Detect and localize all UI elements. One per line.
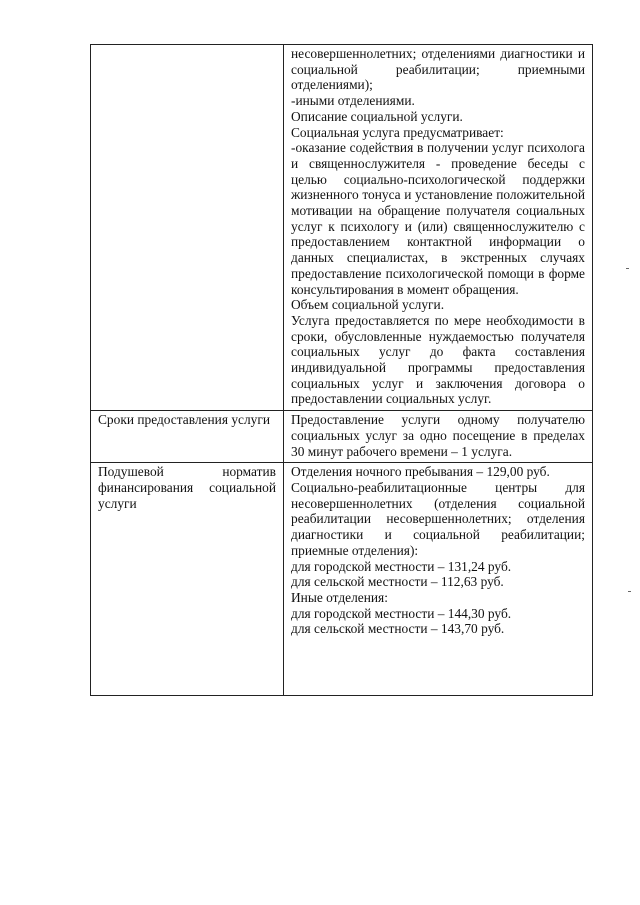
scan-speck — [628, 591, 631, 592]
paragraph: Описание социальной услуги. — [291, 108, 463, 124]
content-cell — [284, 411, 593, 463]
paragraph: Социально-реабилитационные центры для несовершеннолетних (отделения социальной реабилитации несовершеннолетних; отделения диагностики и социальной реабилитации; приемные отделения): — [291, 479, 585, 558]
paragraph: для сельской местности – 143,70 руб. — [291, 621, 505, 637]
paragraph: -иными отделениями. — [291, 93, 415, 109]
paragraph: Отделения ночного пребывания – 129,00 руб. — [291, 464, 550, 480]
paragraph: Социальная услуга предусматривает: — [291, 124, 504, 140]
label-cell — [91, 45, 284, 411]
label-cell — [91, 463, 284, 696]
paragraph: для городской местности – 131,24 руб. — [291, 558, 512, 574]
paragraph: для городской местности – 144,30 руб. — [291, 605, 512, 621]
paragraph: Иные отделения: — [291, 589, 388, 605]
cell-text — [291, 464, 585, 637]
paragraph: Предоставление услуги одному получателю социальных услуг за одно посещение в пределах 30 минут рабочего времени – 1 услуга. — [291, 412, 585, 459]
table-row — [91, 45, 593, 411]
row-label: Подушевой норматив финансирования социальной услуги — [98, 464, 276, 511]
cell-text — [291, 412, 585, 459]
paragraph: -оказание содействия в получении услуг психолога и священнослужителя - проведение беседы с целью социально-психологической поддержки жизненного тонуса и установление положительной мотивации на обращение получателя социальных услуг к психологу и (или) священнослужителю с предоставлением контактной информации о данных специалистах, в экстренных случаях предоставление психологической помощи в форме консультирования в момент обращения. — [291, 140, 585, 297]
paragraph: Объем социальной услуги. — [291, 297, 445, 313]
paragraph: несовершеннолетних; отделениями диагностики и социальной реабилитации; приемными отделениями); — [291, 46, 585, 93]
label-cell — [91, 411, 284, 463]
table-row — [91, 411, 593, 463]
service-table — [90, 44, 593, 696]
paragraph: Услуга предоставляется по мере необходимости в сроки, обусловленные нуждаемостью получателя социальных услуг до факта составления индивидуальной программы предоставления социальных услуг и заключения договора о предоставлении социальных услуг. — [291, 312, 585, 407]
content-cell — [284, 45, 593, 411]
row-label: Сроки предоставления услуги — [98, 412, 270, 428]
content-cell — [284, 463, 593, 696]
paragraph: для сельской местности – 112,63 руб. — [291, 574, 504, 590]
table-row — [91, 463, 593, 696]
cell-text — [291, 46, 585, 407]
scan-speck — [626, 268, 629, 269]
